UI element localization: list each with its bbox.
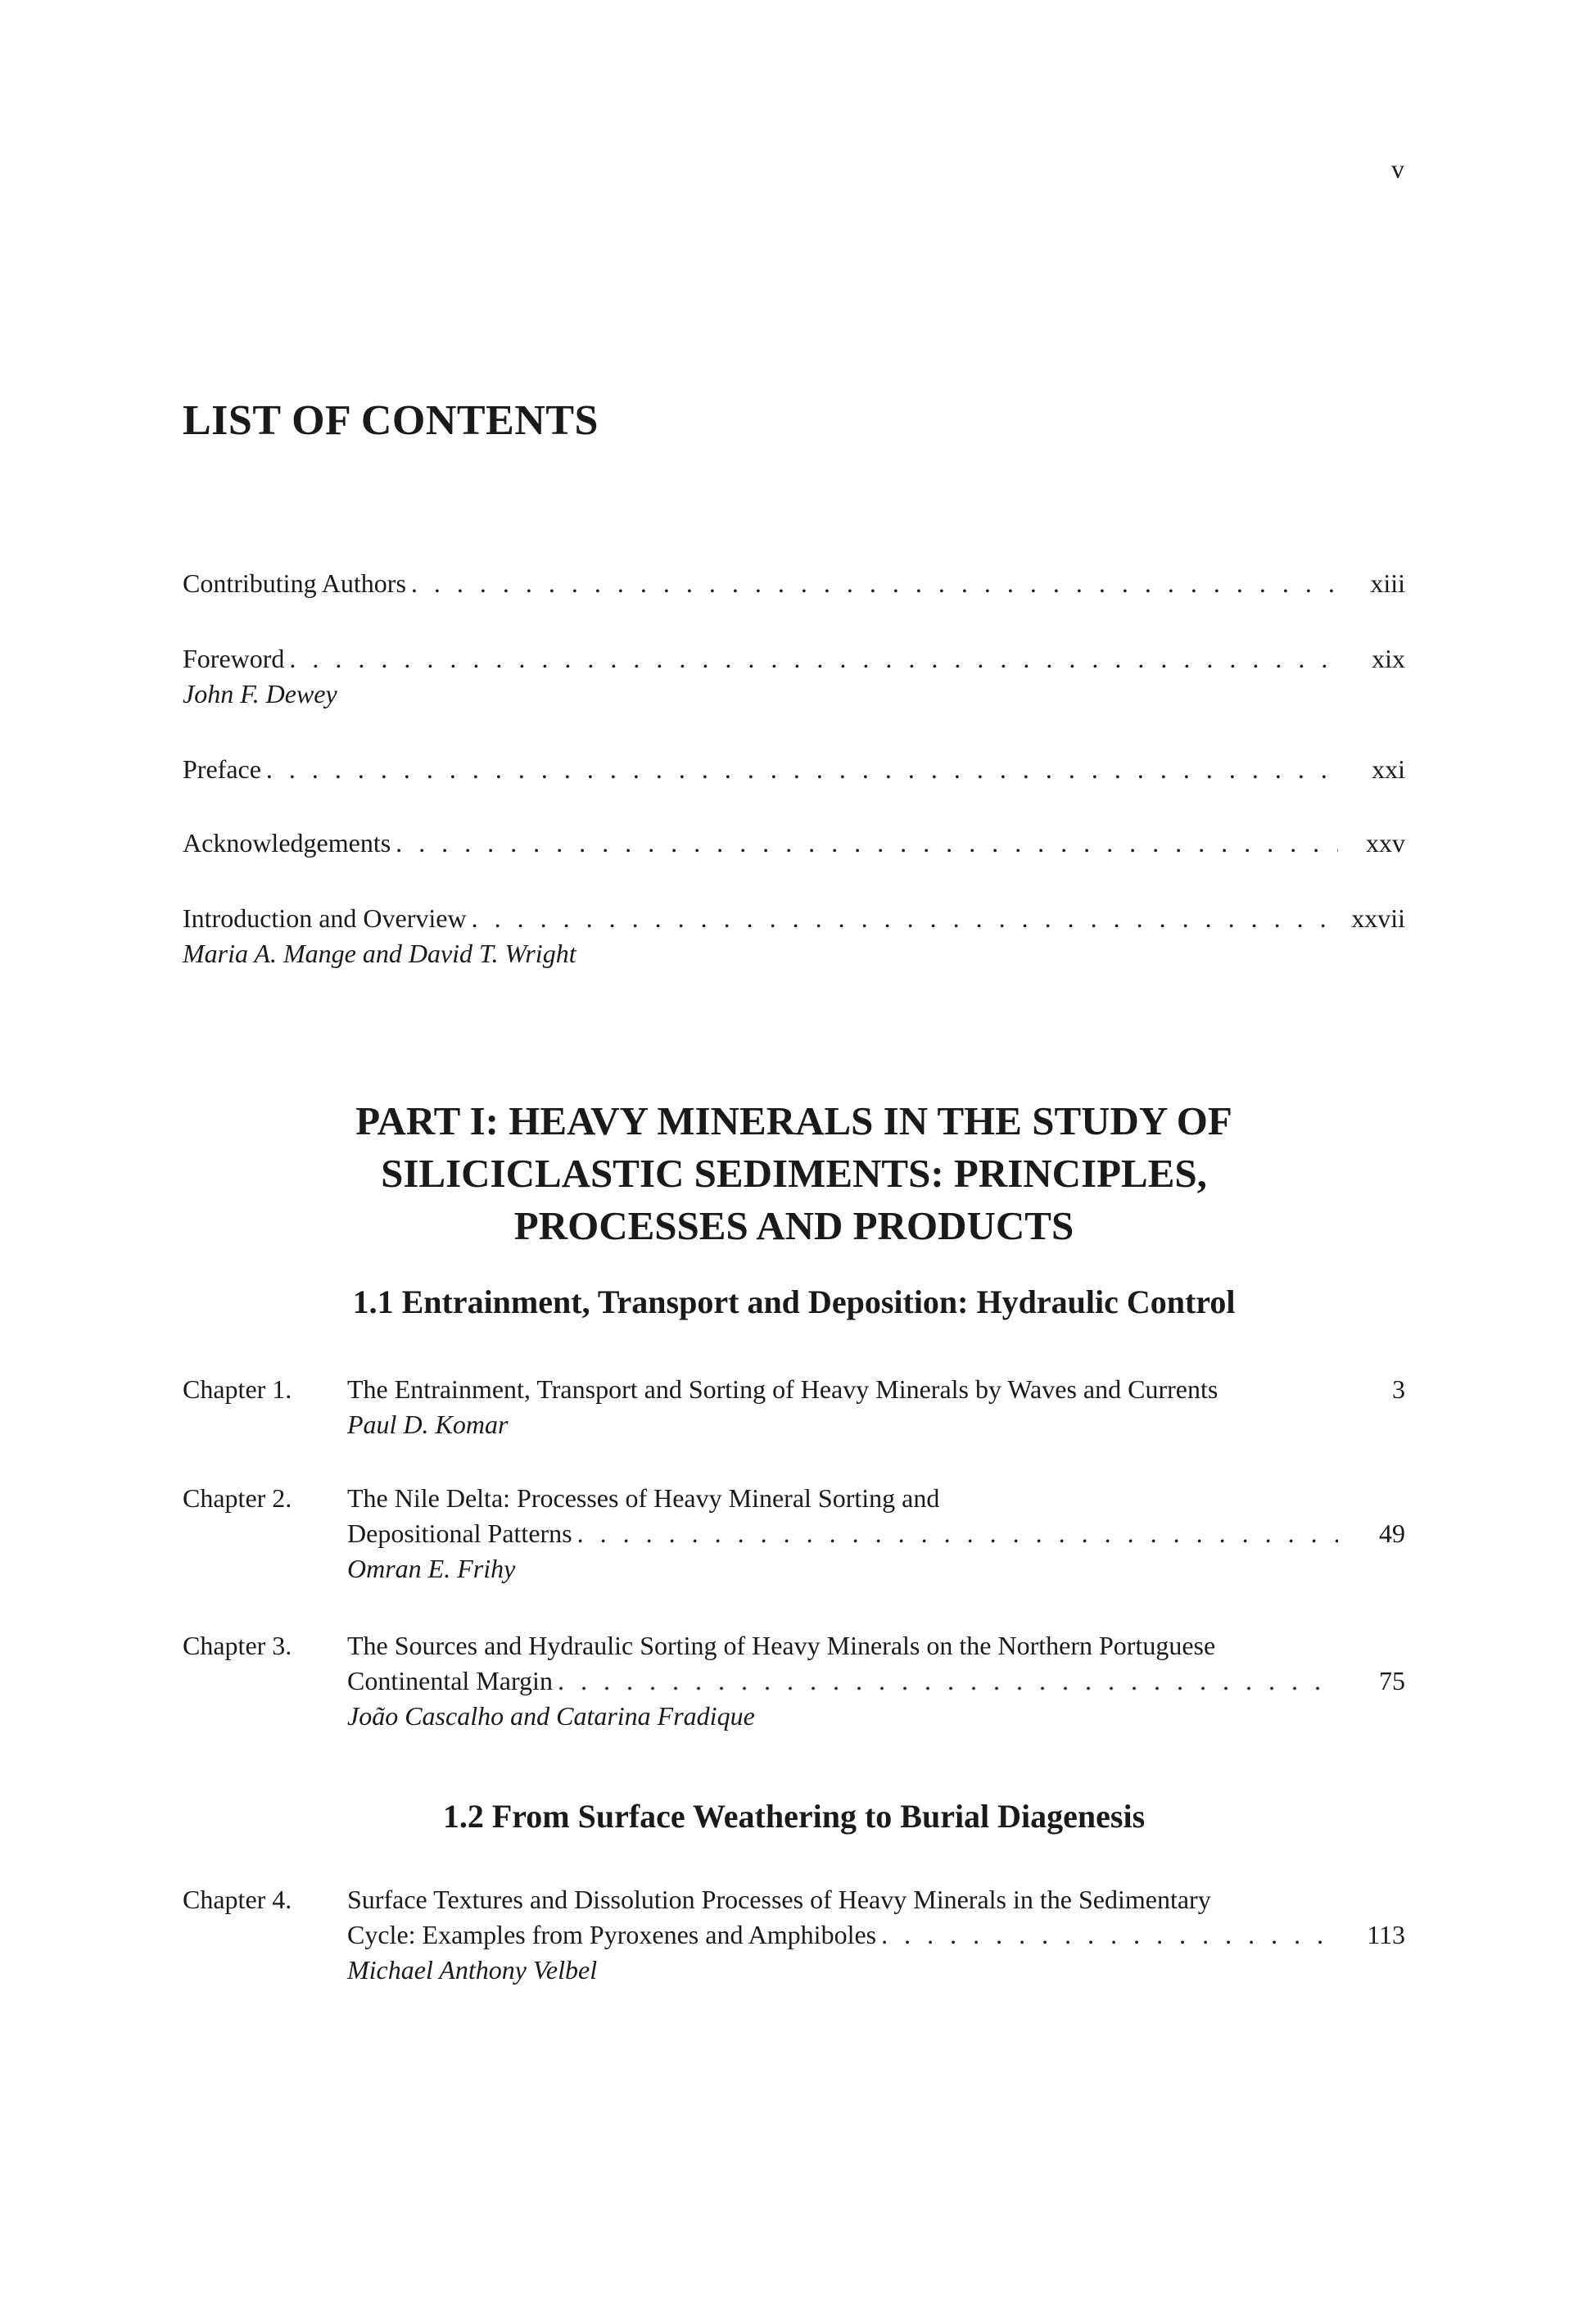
toc-page-number: xix [1372, 644, 1405, 673]
toc-entry-label: Introduction and Overview [183, 903, 467, 933]
chapter-author: Paul D. Komar [347, 1410, 509, 1439]
page-title: LIST OF CONTENTS [183, 397, 599, 444]
toc-page-number: 113 [1367, 1920, 1405, 1949]
toc-entry-foreword [183, 641, 1405, 712]
chapter-author: Omran E. Frihy [347, 1554, 516, 1583]
toc-entry-label: Foreword [183, 644, 285, 673]
toc-page-number: 75 [1379, 1666, 1405, 1695]
page-number: v [1391, 154, 1404, 183]
part-heading-line: SILICICLASTIC SEDIMENTS: PRINCIPLES, [381, 1151, 1207, 1196]
chapter-entry [183, 1481, 1405, 1586]
leader-dots [289, 641, 1338, 677]
leader-dots [577, 1516, 1338, 1551]
chapter-title-continued: Cycle: Examples from Pyroxenes and Amphiboles [347, 1920, 877, 1949]
toc-entry-author: Maria A. Mange and David T. Wright [183, 939, 576, 968]
toc-page-number: xiii [1370, 568, 1405, 598]
section-heading: 1.1 Entrainment, Transport and Deposition: Hydraulic Control [352, 1283, 1236, 1320]
leader-dots [558, 1663, 1338, 1699]
toc-page-number: xxi [1372, 754, 1405, 784]
chapter-author: João Cascalho and Catarina Fradique [347, 1701, 755, 1731]
leader-dots [472, 901, 1338, 936]
part-heading-line: PART I: HEAVY MINERALS IN THE STUDY OF [355, 1098, 1232, 1143]
chapter-entry [183, 1372, 1405, 1442]
toc-entry-preface [183, 752, 1405, 787]
toc-entry-label: Contributing Authors [183, 568, 406, 598]
chapter-title: The Entrainment, Transport and Sorting of Heavy Minerals by Waves and Currents [347, 1374, 1218, 1404]
chapter-entry [183, 1628, 1405, 1734]
toc-entry-contributing-authors [183, 566, 1405, 601]
chapter-entry [183, 1882, 1405, 1988]
toc-entry-label: Preface [183, 754, 261, 784]
chapter-title-continued: Continental Margin [347, 1666, 553, 1695]
chapter-label: Chapter 3. [183, 1631, 292, 1660]
toc-entry-introduction [183, 901, 1405, 971]
part-heading [183, 1095, 1405, 1252]
chapter-label: Chapter 1. [183, 1374, 292, 1404]
leader-dots [266, 752, 1338, 787]
toc-page-number: xxvii [1351, 903, 1405, 933]
chapter-label: Chapter 2. [183, 1483, 292, 1513]
toc-page-number: 49 [1379, 1519, 1405, 1548]
toc-entry-author: John F. Dewey [183, 679, 337, 708]
toc-page-number: 3 [1392, 1374, 1405, 1404]
toc-entry-acknowledgements [183, 826, 1405, 861]
leader-dots [411, 566, 1338, 601]
chapter-title-continued: Depositional Patterns [347, 1519, 572, 1548]
chapter-author: Michael Anthony Velbel [347, 1955, 598, 1985]
toc-page-number: xxv [1366, 828, 1405, 858]
toc-entry-label: Acknowledgements [183, 828, 391, 858]
chapter-title: The Nile Delta: Processes of Heavy Mineral Sorting and [347, 1483, 940, 1513]
chapter-title: Surface Textures and Dissolution Processes of Heavy Minerals in the Sedimentary [347, 1885, 1211, 1914]
leader-dots [881, 1917, 1338, 1953]
section-heading: 1.2 From Surface Weathering to Burial Diagenesis [442, 1798, 1146, 1835]
part-heading-line: PROCESSES AND PRODUCTS [513, 1203, 1074, 1248]
chapter-label: Chapter 4. [183, 1885, 292, 1914]
chapter-title: The Sources and Hydraulic Sorting of Heavy Minerals on the Northern Portuguese [347, 1631, 1216, 1660]
leader-dots [396, 826, 1338, 861]
